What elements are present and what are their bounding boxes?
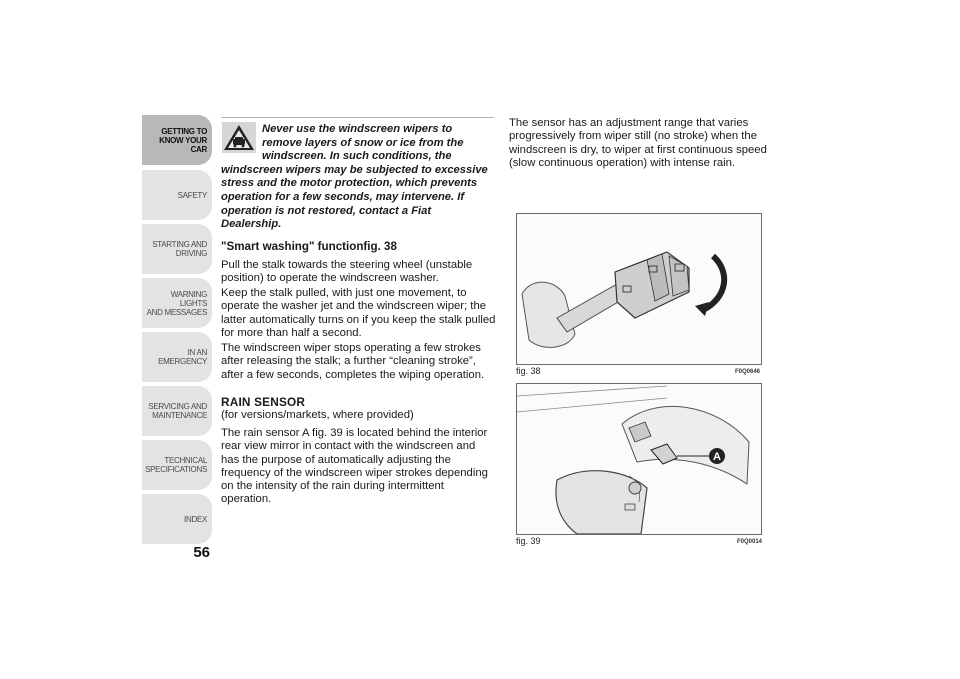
rain-sensor-heading: RAIN SENSOR <box>221 395 306 409</box>
smart-washing-paragraph-2: Keep the stalk pulled, with just one movement, to operate the washer jet and the windscreen wiper; the latter automatically turns on if you keep the stalk pulled for more than half a second. <box>221 287 496 339</box>
tab-starting-and-driving[interactable]: STARTING AND DRIVING <box>142 224 212 274</box>
figure-39-code: F0Q0014 <box>737 539 763 545</box>
warning-text-intro: Never use the windscreen wipers to remove layers of snow or ice from the windscreen. In such conditions, the <box>262 123 464 163</box>
tab-in-an-emergency[interactable]: IN AN EMERGENCY <box>142 332 212 382</box>
rain-sensor-paragraph-1: The rain sensor A fig. 39 is located behind the interior rear view mirror in contact with the windscreen and has the purpose of automatically adjusting the frequency of the windscreen wiper strokes depending on the intensity of the rain during intermittent operation. <box>221 427 488 506</box>
warning-text <box>221 123 494 232</box>
tab-servicing-and-maintenance[interactable]: SERVICING AND MAINTENANCE <box>142 386 212 436</box>
tab-getting-to-know-your-car[interactable]: GETTING TO KNOW YOUR CAR <box>142 115 212 165</box>
warning-divider <box>221 117 494 118</box>
smart-washing-paragraph-1: Pull the stalk towards the steering wheel (unstable position) to operate the windscreen washer. <box>221 259 473 285</box>
tab-warning-lights[interactable]: WARNING LIGHTS AND MESSAGES <box>142 278 212 328</box>
figure-39-label: fig. 39 <box>516 536 541 546</box>
tab-safety[interactable]: SAFETY <box>142 170 212 220</box>
figure-39-rain-sensor <box>516 383 762 535</box>
tab-technical-specifications[interactable]: TECHNICAL SPECIFICATIONS <box>142 440 212 490</box>
smart-washing-title: "Smart washing" functionfig. 38 <box>221 240 397 253</box>
figure-38-wiper-stalk <box>516 213 762 365</box>
figure-38-label: fig. 38 <box>516 366 541 376</box>
smart-washing-paragraph-3: The windscreen wiper stops operating a few strokes after releasing the stalk; a further “cleaning stroke”, after a few seconds, completes the wiping operation. <box>221 342 485 381</box>
rain-sensor-paragraph-2: The sensor has an adjustment range that varies progressively from wiper still (no stroke) when the windscreen is dry, to wiper at first continuous speed (slow continuous operation) with intense rain. <box>509 117 767 169</box>
figure-38-code: F0Q0646 <box>735 369 761 375</box>
rain-sensor-note: (for versions/markets, where provided) <box>221 409 414 421</box>
page-number: 56 <box>193 544 210 561</box>
figure-39-callout: A <box>713 451 721 463</box>
warning-text-rest: windscreen wipers may be subjected to excessive stress and the motor protection, which prevents operation for a few seconds, may intervene. If operation is not restored, contact a Fiat Dealership. <box>221 163 488 231</box>
tab-index[interactable]: INDEX <box>142 494 212 544</box>
